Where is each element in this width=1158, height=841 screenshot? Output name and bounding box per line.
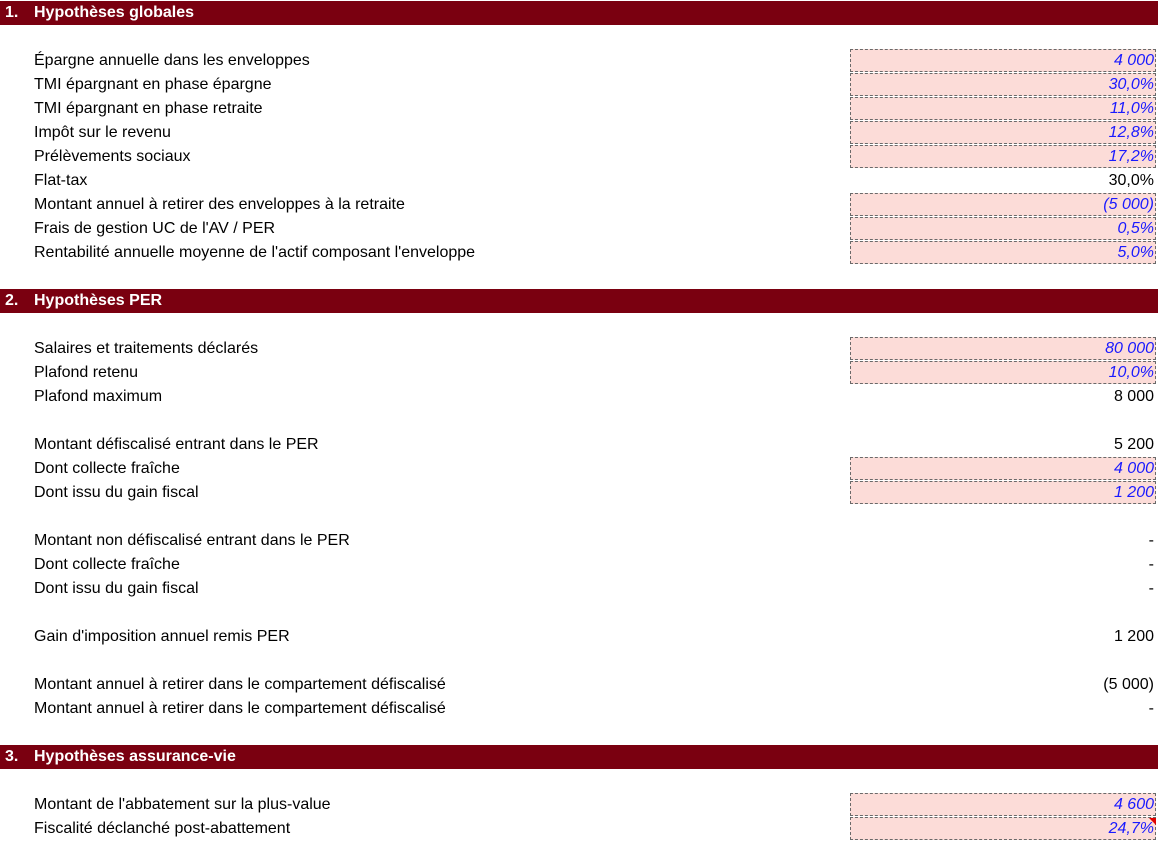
row-label: Prélèvements sociaux: [34, 148, 191, 165]
row-value[interactable]: 30,0%: [1108, 76, 1154, 93]
row-plafond-maximum: [0, 385, 1158, 409]
row-value[interactable]: -: [1148, 556, 1154, 573]
row-value[interactable]: -: [1148, 580, 1154, 597]
row-value[interactable]: 1 200: [1113, 628, 1154, 645]
row-value[interactable]: 4 600: [1113, 796, 1154, 813]
row-value[interactable]: 11,0%: [1109, 100, 1154, 117]
row-dont-collecte-fraiche-2: [0, 553, 1158, 577]
row-label: Montant non défiscalisé entrant dans le PER: [34, 532, 350, 549]
input-cell[interactable]: [850, 217, 1156, 240]
row-label: Plafond retenu: [34, 364, 139, 381]
row-montant-retirer-defiscalise-2: [0, 697, 1158, 721]
row-label: Salaires et traitements déclarés: [34, 340, 259, 357]
section-title: Hypothèses assurance-vie: [34, 748, 236, 765]
row-salaires: [0, 337, 1158, 361]
row-value[interactable]: 4 000: [1113, 52, 1154, 69]
row-montant-retirer-defiscalise: [0, 673, 1158, 697]
row-epargne-annuelle: [0, 49, 1158, 73]
row-value[interactable]: 12,8%: [1108, 124, 1154, 141]
row-flat-tax: [0, 169, 1158, 193]
row-value[interactable]: -: [1148, 532, 1154, 549]
row-dont-collecte-fraiche: [0, 457, 1158, 481]
row-label: TMI épargnant en phase retraite: [34, 100, 263, 117]
row-label: Montant de l'abbatement sur la plus-value: [34, 796, 331, 813]
row-label: Montant annuel à retirer des enveloppes à la retraite: [34, 196, 405, 213]
row-impot-revenu: [0, 121, 1158, 145]
row-abattement: [0, 793, 1158, 817]
row-value[interactable]: 17,2%: [1108, 148, 1154, 165]
row-label: Gain d'imposition annuel remis PER: [34, 628, 290, 645]
row-dont-gain-fiscal-2: [0, 577, 1158, 601]
row-value[interactable]: 5,0%: [1117, 244, 1154, 261]
section-header-assurance-vie: [0, 745, 1158, 769]
section-header-global: [0, 1, 1158, 25]
row-value[interactable]: 30,0%: [1108, 172, 1154, 189]
row-label: Montant annuel à retirer dans le compartement défiscalisé: [34, 700, 446, 717]
row-value[interactable]: 10,0%: [1108, 364, 1154, 381]
row-label: Dont issu du gain fiscal: [34, 484, 199, 501]
row-montant-non-defiscalise: [0, 529, 1158, 553]
input-cell[interactable]: [850, 457, 1156, 480]
input-cell[interactable]: [850, 793, 1156, 816]
section-number: 3.: [5, 748, 19, 765]
row-tmi-retraite: [0, 97, 1158, 121]
row-value[interactable]: 24,7%: [1108, 820, 1154, 837]
row-label: Rentabilité annuelle moyenne de l'actif composant l'enveloppe: [34, 244, 476, 261]
row-label: Flat-tax: [34, 172, 88, 189]
section-number: 1.: [5, 4, 19, 21]
input-cell[interactable]: [850, 481, 1156, 504]
section-title: Hypothèses PER: [34, 292, 163, 309]
row-label: Dont collecte fraîche: [34, 556, 180, 573]
row-frais-gestion: [0, 217, 1158, 241]
row-label: Dont issu du gain fiscal: [34, 580, 199, 597]
row-label: Frais de gestion UC de l'AV / PER: [34, 220, 276, 237]
row-value[interactable]: 4 000: [1113, 460, 1154, 477]
row-label: TMI épargnant en phase épargne: [34, 76, 272, 93]
row-label: Montant défiscalisé entrant dans le PER: [34, 436, 319, 453]
row-tmi-epargne: [0, 73, 1158, 97]
row-montant-defiscalise: [0, 433, 1158, 457]
row-value[interactable]: 80 000: [1105, 340, 1154, 357]
section-number: 2.: [5, 292, 19, 309]
row-rentabilite: [0, 241, 1158, 265]
row-label: Dont collecte fraîche: [34, 460, 180, 477]
row-value[interactable]: 5 200: [1113, 436, 1154, 453]
row-value[interactable]: 1 200: [1113, 484, 1154, 501]
row-fiscalite-post-abattement: [0, 817, 1158, 841]
row-value[interactable]: 8 000: [1113, 388, 1154, 405]
section-header-per: [0, 289, 1158, 313]
row-label: Impôt sur le revenu: [34, 124, 171, 141]
row-prelevements-sociaux: [0, 145, 1158, 169]
row-label: Fiscalité déclanché post-abattement: [34, 820, 291, 837]
row-label: Montant annuel à retirer dans le compartement défiscalisé: [34, 676, 446, 693]
input-cell[interactable]: [850, 49, 1156, 72]
row-value[interactable]: 0,5%: [1117, 220, 1154, 237]
row-montant-retirer: [0, 193, 1158, 217]
input-cell[interactable]: [850, 241, 1156, 264]
row-plafond-retenu: [0, 361, 1158, 385]
row-value[interactable]: -: [1148, 700, 1154, 717]
row-gain-imposition: [0, 625, 1158, 649]
section-title: Hypothèses globales: [34, 4, 195, 21]
row-value[interactable]: (5 000): [1103, 196, 1154, 213]
row-value[interactable]: (5 000): [1103, 676, 1154, 693]
row-label: Plafond maximum: [34, 388, 163, 405]
row-label: Épargne annuelle dans les enveloppes: [34, 52, 310, 69]
comment-marker-icon[interactable]: [1149, 818, 1156, 825]
row-dont-gain-fiscal: [0, 481, 1158, 505]
